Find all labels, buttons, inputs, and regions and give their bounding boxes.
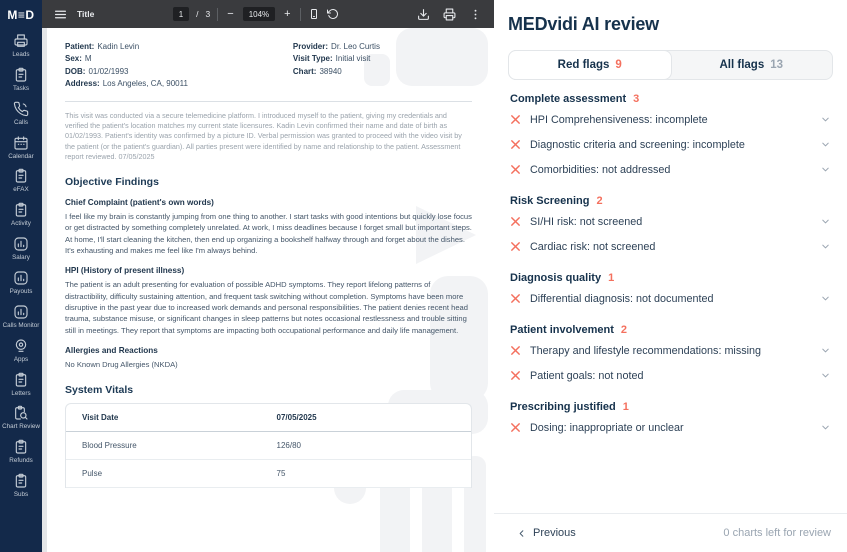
- flag-item[interactable]: [508, 234, 833, 259]
- chevron-down-icon: [820, 422, 831, 433]
- flag-section-title: Complete assessment: [510, 93, 627, 105]
- sidebar-item-apps[interactable]: [0, 338, 42, 364]
- flag-item-label: Diagnostic criteria and screening: incomplete: [530, 138, 745, 151]
- flag-section-header: [510, 324, 831, 336]
- sidebar-item-calendar[interactable]: [0, 135, 42, 161]
- calendar-icon: [13, 135, 29, 151]
- red-x-icon: [510, 216, 521, 227]
- sidebar: [0, 0, 42, 552]
- sidebar-item-activity[interactable]: [0, 202, 42, 228]
- print-icon[interactable]: [443, 8, 456, 21]
- red-x-icon: [510, 293, 521, 304]
- clipboard-icon: [13, 202, 29, 218]
- table-row: [66, 432, 471, 460]
- allergies-heading: Allergies and Reactions: [65, 346, 158, 356]
- all-flags-count-badge: 13: [770, 59, 784, 71]
- toolbar-divider: [300, 8, 301, 21]
- sidebar-item-leads[interactable]: [0, 33, 42, 59]
- clipboard-search-icon: [13, 405, 29, 421]
- vitals-metric: Blood Pressure: [82, 440, 137, 450]
- divider: [65, 101, 472, 102]
- flag-item[interactable]: [508, 338, 833, 363]
- sidebar-item-subs[interactable]: [0, 473, 42, 499]
- address-field: Address : Los Angeles, CA, 90011: [65, 78, 293, 90]
- hpi-heading: HPI (History of present illness): [65, 266, 185, 276]
- flag-section-count: 3: [633, 93, 640, 105]
- flag-section-count: 2: [596, 195, 603, 207]
- tab-label: Red flags: [557, 59, 610, 71]
- flag-section-header: [510, 195, 831, 207]
- flag-item-label: Dosing: inappropriate or unclear: [530, 421, 684, 434]
- red-x-icon: [510, 164, 521, 175]
- document-content: [65, 41, 472, 488]
- flag-item-label: Comorbidities: not addressed: [530, 163, 671, 176]
- vitals-value: 126/80: [276, 440, 301, 450]
- flag-section-title: Prescribing justified: [510, 401, 616, 413]
- chief-complaint-text: I feel like my brain is constantly jumping from one thing to another. I start tasks with good intentions but quickly lose focus or get distracted by something completely unrelated. At work, I miss deadlines because I forget small but important steps. At home, I'll start cleaning the kitchen, then end up organizing a bookshelf halfway through and forget about the dishes. It's exhausting and makes me feel like I'm always behind.: [65, 211, 472, 255]
- hpi-text: The patient is an adult presenting for evaluation of possible ADHD symptoms. They report lifelong patterns of distractibility, difficulty sustaining attention, and frequent task switching without completion. Symptoms have been more disruptive in the past year due to increased work demands and personal responsibilities. The patient denies recent head trauma, substance misuse, or significant changes in sleep patterns but notes occasional restlessness and trouble sitting still in meetings. They report that symptoms are impacting both occupational performance and daily life management.: [65, 280, 468, 335]
- clipboard-icon: [13, 439, 29, 455]
- table-row: [66, 460, 471, 488]
- chevron-down-icon: [820, 370, 831, 381]
- provider-field: Provider : Dr. Leo Curtis: [293, 41, 472, 53]
- chevron-down-icon: [820, 241, 831, 252]
- sidebar-item-label: Leads: [12, 51, 30, 58]
- sidebar-item-label: Refunds: [9, 457, 33, 465]
- sidebar-item-label: Calls: [14, 118, 28, 126]
- sidebar-item-label: Calls Monitor: [2, 321, 40, 329]
- flag-item[interactable]: [508, 286, 833, 311]
- clipboard-icon: [13, 67, 29, 83]
- toolbar-divider: [217, 8, 218, 21]
- flag-section-header: [510, 272, 831, 284]
- chart-field: Chart : 38940: [293, 66, 472, 78]
- red-x-icon: [510, 345, 521, 356]
- sidebar-item-calls[interactable]: [0, 101, 42, 127]
- bar-chart-icon: [13, 304, 29, 320]
- sidebar-item-letters[interactable]: [0, 372, 42, 398]
- phone-icon: [13, 101, 29, 117]
- clipboard-icon: [13, 168, 29, 184]
- document-page: [47, 28, 494, 552]
- pdf-toolbar: [42, 0, 494, 28]
- previous-label: Previous: [533, 527, 576, 539]
- sidebar-item-label: Calendar: [8, 152, 34, 160]
- patient-field: Patient : Kadin Levin: [65, 41, 293, 53]
- more-options-icon[interactable]: [469, 8, 482, 21]
- flag-section-title: Risk Screening: [510, 195, 590, 207]
- sidebar-item-efax[interactable]: [0, 168, 42, 194]
- flag-item[interactable]: [508, 363, 833, 388]
- page-total: 3: [205, 9, 211, 19]
- flag-item-label: Patient goals: not noted: [530, 369, 644, 382]
- dob-field: DOB : 01/02/1993: [65, 66, 293, 78]
- patient-info-block: [65, 41, 472, 91]
- flag-item-label: Therapy and lifestyle recommendations: missing: [530, 344, 762, 357]
- bar-chart-icon: [13, 270, 29, 286]
- sidebar-item-chart-review[interactable]: [0, 405, 42, 431]
- chevron-down-icon: [820, 114, 831, 125]
- flag-item[interactable]: [508, 209, 833, 234]
- flag-section-title: Patient involvement: [510, 324, 614, 336]
- fax-icon: [13, 33, 29, 49]
- flag-section-count: 1: [608, 272, 615, 284]
- flag-section-count: 2: [620, 324, 628, 336]
- chevron-down-icon: [820, 139, 831, 150]
- vitals-metric: Pulse: [82, 468, 103, 478]
- panel-footer: [494, 513, 847, 552]
- chevron-down-icon: [820, 216, 831, 227]
- sidebar-item-calls-monitor[interactable]: [0, 304, 42, 330]
- sidebar-item-label: Tasks: [12, 84, 30, 92]
- red-x-icon: [510, 114, 521, 125]
- sex-field: Sex : M: [65, 53, 293, 65]
- sidebar-item-refunds[interactable]: [0, 439, 42, 465]
- sidebar-item-payouts[interactable]: [0, 270, 42, 296]
- allergies-text: No Known Drug Allergies (NKDA): [65, 360, 178, 370]
- red-x-icon: [510, 370, 521, 381]
- flag-item[interactable]: [508, 415, 833, 440]
- system-vitals-heading: System Vitals: [65, 383, 134, 396]
- page-number-input[interactable]: 1: [173, 7, 189, 21]
- vitals-table: [65, 403, 472, 488]
- flag-section-header: [510, 401, 831, 413]
- zoom-level[interactable]: 104%: [243, 7, 275, 21]
- clipboard-icon: [13, 473, 29, 489]
- menu-icon[interactable]: [54, 8, 67, 21]
- apps-icon: [13, 338, 29, 354]
- fit-page-icon[interactable]: [308, 8, 320, 20]
- visit-type-field: Visit Type : Initial visit: [293, 53, 472, 65]
- zoom-out-button[interactable]: −: [227, 7, 234, 20]
- page-divider: /: [196, 9, 199, 19]
- red-x-icon: [510, 241, 521, 252]
- sidebar-item-label: Salary: [12, 254, 30, 262]
- ai-review-panel: [494, 0, 847, 552]
- flag-section-title: Diagnosis quality: [510, 272, 602, 284]
- flag-section-count: 1: [622, 401, 629, 413]
- red-flags-count-badge: 9: [615, 59, 622, 71]
- sidebar-item-label: Apps: [13, 355, 29, 363]
- bar-chart-icon: [13, 236, 29, 252]
- sidebar-item-label: Letters: [11, 389, 31, 397]
- flag-item[interactable]: [508, 132, 833, 157]
- clipboard-icon: [13, 372, 29, 388]
- rotate-icon[interactable]: [327, 8, 339, 20]
- tab-red-flags[interactable]: [508, 50, 672, 80]
- tab-label: All flags: [719, 59, 765, 71]
- telemedicine-disclaimer: This visit was conducted via a secure telemedicine platform. I introduced myself to the patient, giving my credentials and verified the patient's location matches my current state licensures. Kadin Levin confirmed their name and date of birth as 01/02/1993. Patient's identity was confirmed by a picture ID. Verbal permission was granted to proceed with the video visit by the patient (or the patient's guardian). All parties present were identified by name and relationship to the patient. Assessment report reviewed. 07/05/2025: [65, 110, 462, 162]
- sidebar-item-tasks[interactable]: [0, 67, 42, 93]
- chevron-left-icon: [516, 528, 527, 539]
- flag-item-label: SI/HI risk: not screened: [530, 215, 643, 228]
- sidebar-item-label: Activity: [11, 220, 31, 228]
- sidebar-item-label: Chart Review: [2, 423, 40, 431]
- flag-item[interactable]: [508, 157, 833, 182]
- page-title: MEDvidi AI review: [508, 14, 659, 34]
- vitals-header-metric: Visit Date: [82, 412, 119, 422]
- sidebar-item-salary[interactable]: [0, 236, 42, 262]
- download-icon[interactable]: [417, 8, 430, 21]
- pdf-viewer: [42, 0, 494, 552]
- flag-item-label: HPI Comprehensiveness: incomplete: [530, 113, 708, 126]
- charts-left-status: 0 charts left for review: [723, 527, 831, 539]
- chevron-down-icon: [820, 164, 831, 175]
- red-x-icon: [510, 139, 521, 150]
- sidebar-item-label: Subs: [13, 491, 29, 499]
- flag-item-label: Differential diagnosis: not documented: [530, 292, 714, 305]
- red-x-icon: [510, 422, 521, 433]
- previous-button[interactable]: [510, 526, 582, 540]
- chief-complaint-heading: Chief Complaint (patient's own words): [65, 197, 214, 207]
- flag-item-label: Cardiac risk: not screened: [530, 240, 656, 253]
- flag-section-header: [510, 93, 831, 105]
- document-title: Title: [77, 9, 95, 19]
- flag-item[interactable]: [508, 107, 833, 132]
- objective-findings-heading: Objective Findings: [65, 175, 159, 188]
- sidebar-item-label: eFAX: [13, 186, 29, 194]
- flags-tab-bar: [508, 50, 833, 80]
- med-logo[interactable]: M≡D: [7, 8, 35, 22]
- tab-all-flags[interactable]: [671, 51, 833, 79]
- vitals-table-header: [66, 404, 471, 432]
- sidebar-item-label: Payouts: [9, 288, 33, 296]
- vitals-header-date: 07/05/2025: [276, 412, 317, 422]
- zoom-in-button[interactable]: +: [284, 7, 291, 20]
- chevron-down-icon: [820, 293, 831, 304]
- vitals-value: 75: [276, 468, 286, 478]
- chevron-down-icon: [820, 345, 831, 356]
